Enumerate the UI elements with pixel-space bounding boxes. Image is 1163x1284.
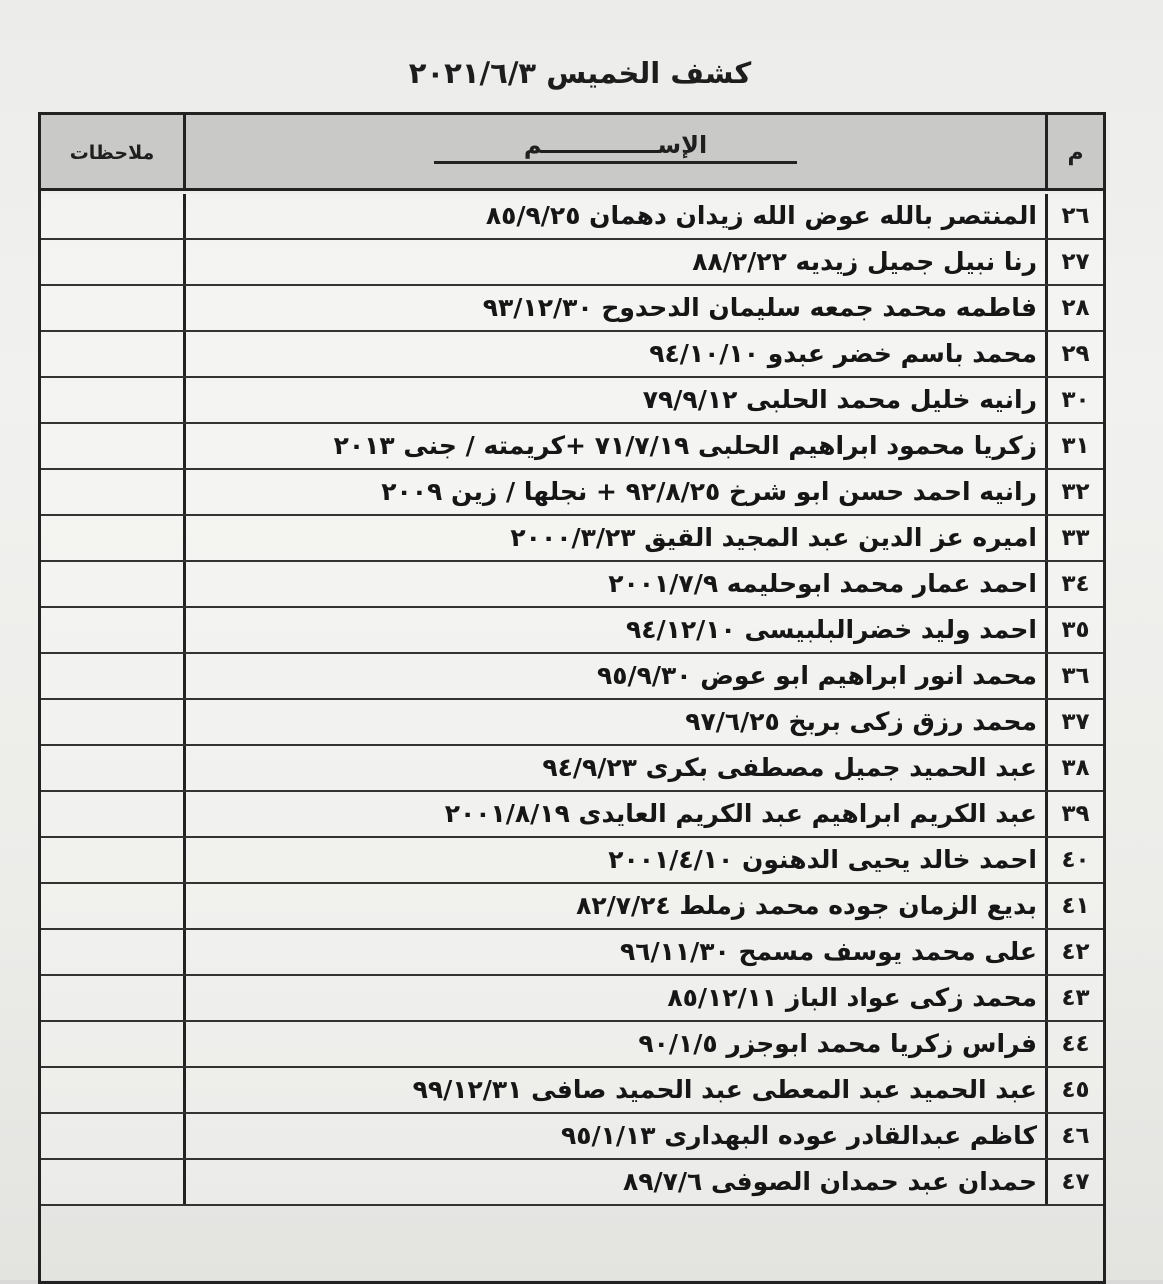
table-row [41,286,1103,332]
row-number: ٤٢ [1045,930,1103,974]
row-name: احمد عمار محمد ابوحليمه ٢٠٠١/٧/٩ [183,562,1045,606]
row-number: ٢٦ [1045,194,1103,238]
row-name: محمد رزق زكى بربخ ٩٧/٦/٢٥ [183,700,1045,744]
row-number: ٢٨ [1045,286,1103,330]
header-number: م [1045,115,1103,188]
table-row [41,516,1103,562]
table-row [41,838,1103,884]
table-row [41,332,1103,378]
row-notes [41,286,183,330]
row-number: ٣١ [1045,424,1103,468]
row-name: بديع الزمان جوده محمد زملط ٨٢/٧/٢٤ [183,884,1045,928]
row-name: اميره عز الدين عبد المجيد القيق ٢٠٠٠/٣/٢٣ [183,516,1045,560]
table-row [41,1160,1103,1206]
row-name: حمدان عبد حمدان الصوفى ٨٩/٧/٦ [183,1160,1045,1204]
row-notes [41,838,183,882]
row-number: ٤١ [1045,884,1103,928]
row-number: ٣٤ [1045,562,1103,606]
table-row [41,194,1103,240]
row-name: عبد الحميد عبد المعطى عبد الحميد صافى ٩٩/١٢/٣١ [183,1068,1045,1112]
table-row [41,1068,1103,1114]
row-number: ٤٥ [1045,1068,1103,1112]
row-name: المنتصر بالله عوض الله زيدان دهمان ٨٥/٩/٢٥ [183,194,1045,238]
table-row [41,562,1103,608]
row-name: فاطمه محمد جمعه سليمان الدحدوح ٩٣/١٢/٣٠ [183,286,1045,330]
table-row [41,884,1103,930]
row-notes [41,608,183,652]
table-row [41,976,1103,1022]
row-notes [41,562,183,606]
page-title: كشف الخميس ٢٠٢١/٦/٣ [408,56,752,90]
names-table [38,112,1106,1284]
row-name: محمد باسم خضر عبدو ٩٤/١٠/١٠ [183,332,1045,376]
row-number: ٣٠ [1045,378,1103,422]
row-name: رانيه خليل محمد الحلبى ٧٩/٩/١٢ [183,378,1045,422]
row-notes [41,976,183,1020]
row-number: ٣٣ [1045,516,1103,560]
row-number: ٤٠ [1045,838,1103,882]
table-row [41,1114,1103,1160]
row-name: محمد انور ابراهيم ابو عوض ٩٥/٩/٣٠ [183,654,1045,698]
row-name: احمد وليد خضرالبلبيسى ٩٤/١٢/١٠ [183,608,1045,652]
table-row [41,378,1103,424]
table-row [41,240,1103,286]
table-row [41,792,1103,838]
row-notes [41,424,183,468]
row-number: ٤٦ [1045,1114,1103,1158]
row-notes [41,930,183,974]
table-body [41,194,1103,1206]
row-number: ٢٩ [1045,332,1103,376]
row-number: ٣٥ [1045,608,1103,652]
row-notes [41,240,183,284]
row-notes [41,1068,183,1112]
table-row [41,608,1103,654]
row-number: ٣٦ [1045,654,1103,698]
row-notes [41,378,183,422]
header-notes: ملاحظات [69,142,155,164]
table-row [41,746,1103,792]
row-notes [41,1022,183,1066]
row-notes [41,700,183,744]
table-row [41,700,1103,746]
row-notes [41,1160,183,1204]
row-number: ٤٣ [1045,976,1103,1020]
table-row [41,930,1103,976]
row-name: فراس زكريا محمد ابوجزر ٩٠/١/٥ [183,1022,1045,1066]
row-number: ٤٤ [1045,1022,1103,1066]
row-number: ٣٨ [1045,746,1103,790]
row-notes [41,884,183,928]
row-number: ٤٧ [1045,1160,1103,1204]
row-name: على محمد يوسف مسمح ٩٦/١١/٣٠ [183,930,1045,974]
table-row [41,654,1103,700]
row-name: محمد زكى عواد الباز ٨٥/١٢/١١ [183,976,1045,1020]
row-name: عبد الحميد جميل مصطفى بكرى ٩٤/٩/٢٣ [183,746,1045,790]
row-name: احمد خالد يحيى الدهنون ٢٠٠١/٤/١٠ [183,838,1045,882]
row-number: ٣٢ [1045,470,1103,514]
row-name: زكريا محمود ابراهيم الحلبى ٧١/٧/١٩ +كريمته / جنى ٢٠١٣ [183,424,1045,468]
row-notes [41,332,183,376]
row-notes [41,792,183,836]
table-row [41,1022,1103,1068]
table-row [41,470,1103,516]
row-name: عبد الكريم ابراهيم عبد الكريم العايدى ٢٠٠١/٨/١٩ [183,792,1045,836]
header-name-label: الإســــــــــــــم [434,131,797,164]
row-number: ٣٧ [1045,700,1103,744]
row-name: كاظم عبدالقادر عوده البهدارى ٩٥/١/١٣ [183,1114,1045,1158]
row-notes [41,194,183,238]
row-notes [41,654,183,698]
row-name: رنا نبيل جميل زيديه ٨٨/٢/٢٢ [183,240,1045,284]
row-number: ٣٩ [1045,792,1103,836]
header-name [183,115,1045,188]
table-header [41,115,1103,191]
row-notes [41,1114,183,1158]
row-number: ٢٧ [1045,240,1103,284]
row-name: رانيه احمد حسن ابو شرخ ٩٢/٨/٢٥ + نجلها / زين ٢٠٠٩ [183,470,1045,514]
row-notes [41,470,183,514]
row-notes [41,746,183,790]
table-row [41,424,1103,470]
row-notes [41,516,183,560]
